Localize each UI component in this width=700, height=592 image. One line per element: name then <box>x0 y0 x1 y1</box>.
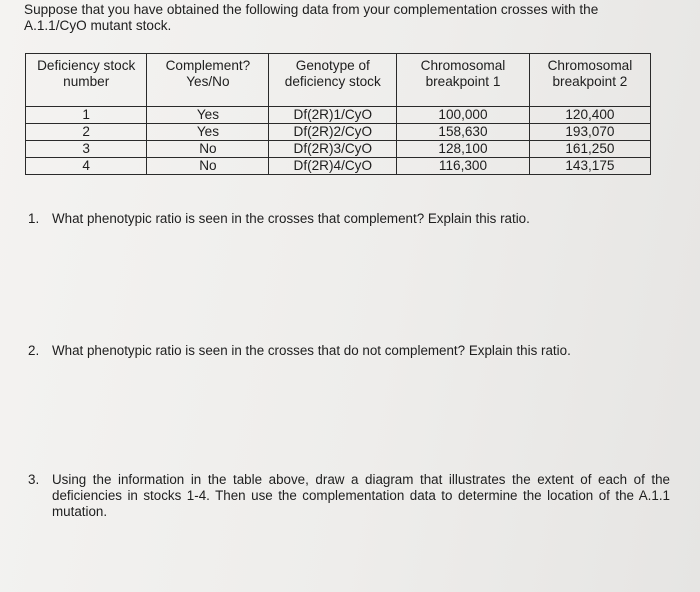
cell-genotype: Df(2R)2/CyO <box>269 124 397 141</box>
cell-stock-number: 2 <box>26 124 147 141</box>
cell-stock-number: 1 <box>26 107 147 124</box>
cell-breakpoint-1: 158,630 <box>397 124 530 141</box>
cell-complement: No <box>147 141 269 158</box>
header-genotype: Genotype of deficiency stock <box>269 54 397 107</box>
cell-breakpoint-1: 116,300 <box>397 158 530 175</box>
question-text: What phenotypic ratio is seen in the crosses that complement? Explain this ratio. <box>52 211 530 226</box>
table-row <box>26 107 651 124</box>
complementation-table <box>25 53 651 175</box>
question-text: What phenotypic ratio is seen in the crosses that do not complement? Explain this ratio. <box>52 343 571 358</box>
cell-complement: Yes <box>147 124 269 141</box>
table-header-row <box>26 54 651 107</box>
question-number: 3. <box>28 472 40 487</box>
cell-breakpoint-1: 128,100 <box>397 141 530 158</box>
header-complement: Complement? Yes/No <box>147 54 269 107</box>
question-number: 1. <box>28 211 40 226</box>
cell-stock-number: 4 <box>26 158 147 175</box>
table-row <box>26 124 651 141</box>
cell-breakpoint-2: 161,250 <box>529 141 650 158</box>
intro-text <box>24 2 674 34</box>
cell-complement: No <box>147 158 269 175</box>
question-text: Using the information in the table above, draw a diagram that illustrates the extent of each of the deficiencies in stocks 1-4. Then use the complementation data to determine the location of the A.1.1 mutation. <box>52 472 670 519</box>
cell-genotype: Df(2R)4/CyO <box>269 158 397 175</box>
question-3 <box>28 472 670 520</box>
cell-genotype: Df(2R)1/CyO <box>269 107 397 124</box>
cell-stock-number: 3 <box>26 141 147 158</box>
cell-genotype: Df(2R)3/CyO <box>269 141 397 158</box>
table-row <box>26 141 651 158</box>
intro-line-1: Suppose that you have obtained the following data from your complementation crosses with the <box>24 2 599 17</box>
cell-breakpoint-2: 193,070 <box>529 124 650 141</box>
cell-breakpoint-1: 100,000 <box>397 107 530 124</box>
header-breakpoint-2: Chromosomal breakpoint 2 <box>529 54 650 107</box>
intro-line-2: A.1.1/CyO mutant stock. <box>24 18 172 33</box>
header-stock-number: Deficiency stock number <box>26 54 147 107</box>
question-number: 2. <box>28 343 40 358</box>
question-1 <box>28 211 670 227</box>
cell-breakpoint-2: 120,400 <box>529 107 650 124</box>
question-2 <box>28 343 670 359</box>
header-breakpoint-1: Chromosomal breakpoint 1 <box>397 54 530 107</box>
cell-complement: Yes <box>147 107 269 124</box>
table-row <box>26 158 651 175</box>
cell-breakpoint-2: 143,175 <box>529 158 650 175</box>
